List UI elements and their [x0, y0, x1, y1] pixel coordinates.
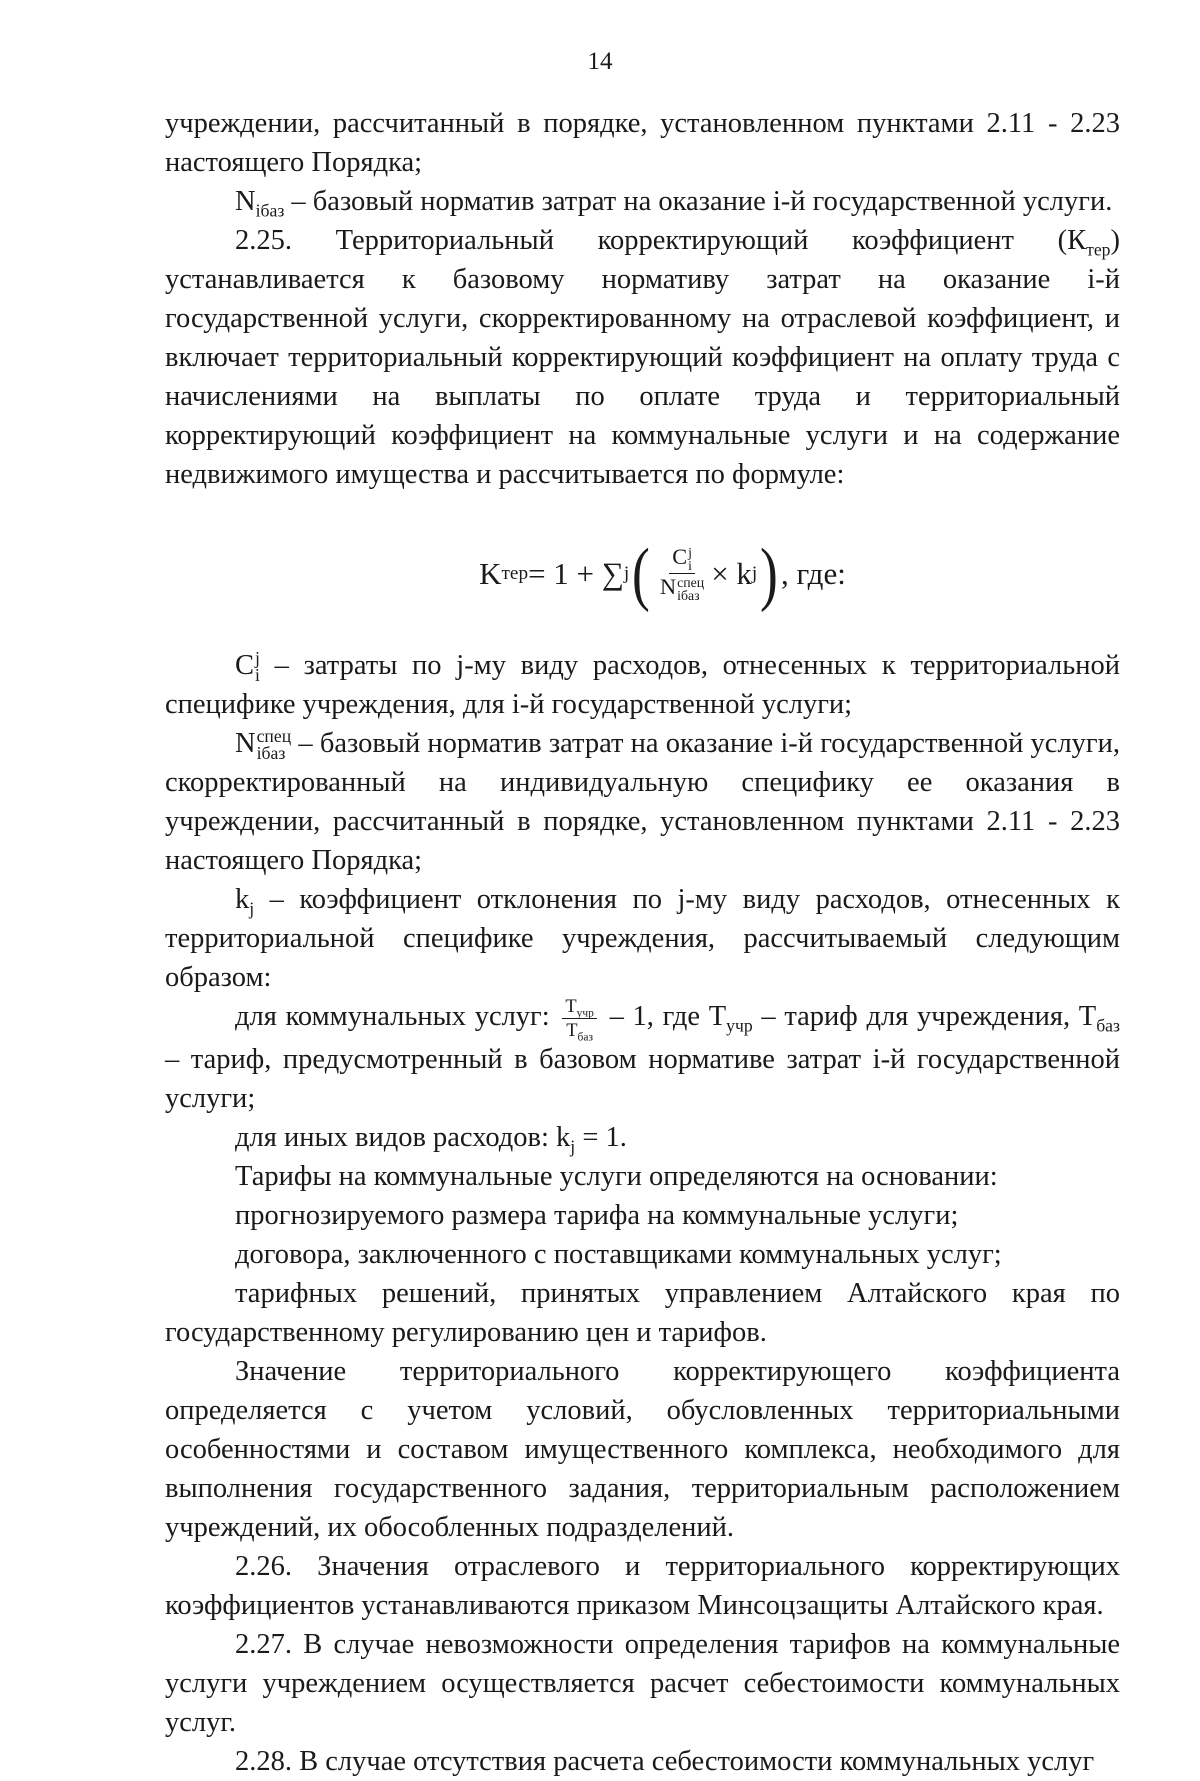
formula-tail: , где:	[781, 556, 846, 592]
paragraph-2-26: 2.26. Значения отраслевого и территориального корректирующих коэффициентов устанавливаются приказом Минсоцзащиты Алтайского края.	[165, 1550, 1120, 1621]
paragraph-2-25: 2.25. Территориальный корректирующий коэффициент $(К_{тер})$ устанавливается к базовому нормативу затрат на оказание i-й государственной услуги, скорректированному на отраслевой коэффициент, и включает территориальный корректирующий коэффициент на оплату труда с начислениями на выплаты по оплате труда и территориальный корректирующий коэффициент на коммунальные услуги и на содержание недвижимого имущества и рассчитывается по формуле:	[165, 225, 1120, 490]
right-paren: )	[760, 534, 779, 614]
paragraph-2-27: 2.27. В случае невозможности определения тарифов на коммунальные услуги учреждением осуществляется расчет себестоимости коммунальных услуг.	[165, 1628, 1120, 1738]
paragraph-territorial-value: Значение территориального корректирующего коэффициента определяется с учетом условий, обусловленных территориальными особенностями и составом имущественного комплекса, необходимого для выполнения государственного задания, территориальным расположением учреждений, их обособленных подразделений.	[165, 1355, 1120, 1543]
paragraph-2-28: 2.28. В случае отсутствия расчета себестоимости коммунальных услуг	[235, 1745, 1095, 1777]
tariffs-basis-item-1: прогнозируемого размера тарифа на коммунальные услуги;	[235, 1199, 959, 1231]
paragraph-continuation: учреждении, рассчитанный в порядке, установленном пунктами 2.11 - 2.23 настоящего Порядка;	[165, 108, 1120, 178]
formula-times: × k	[711, 556, 752, 592]
formula-k-ter: K тер = 1 + ∑ j ( C j i N спец iбаз × k j ) , где:	[479, 534, 846, 614]
utility-rule: для коммунальных услуг: $\frac{T_{учр}}{T_{баз}}$ – 1, где $T_{учр}$ – тариф для учреждения, $T_{баз}$ – тариф, предусмотренный в базовом нормативе затрат i-й государственной услуги;	[165, 996, 1120, 1114]
formula-eq: = 1 + ∑	[528, 556, 624, 592]
definition-c: C j i – затраты по j-му виду расходов, отнесенных к территориальной специфике учреждения, для i-й государственной услуги;	[165, 648, 1120, 720]
page-number: 14	[587, 48, 613, 75]
formula-fraction: C j i N спец iбаз	[659, 544, 705, 603]
other-expenses-rule: для иных видов расходов: $k_j = 1$.	[235, 1121, 627, 1157]
definition-k: $k_j$ – коэффициент отклонения по j-му виду расходов, отнесенных к территориальной специфике учреждения, рассчитываемый следующим образом:	[165, 884, 1120, 993]
left-paren: (	[632, 534, 651, 614]
definition-n-spec: N спец iбаз – базовый норматив затрат на оказание i-й государственной услуги, скорректированный на индивидуальную специфику ее оказания в учреждении, рассчитанный в порядке, установленном пунктами 2.11 - 2.23 настоящего Порядка;	[165, 726, 1120, 876]
tariffs-basis-item-2: договора, заключенного с поставщиками коммунальных услуг;	[235, 1238, 1002, 1270]
formula-lhs: K	[479, 556, 502, 592]
tariffs-basis: Тарифы на коммунальные услуги определяются на основании:	[235, 1160, 998, 1192]
document-body	[165, 104, 1120, 1781]
tariff-fraction: $\frac{T_{учр}}{T_{баз}}$	[562, 997, 596, 1040]
tariffs-basis-item-3: тарифных решений, принятых управлением Алтайского края по государственному регулированию цен и тарифов.	[165, 1277, 1120, 1348]
definition-n-base: $N_{iбаз}$ – базовый норматив затрат на оказание i-й государственной услуги.	[235, 186, 1113, 221]
